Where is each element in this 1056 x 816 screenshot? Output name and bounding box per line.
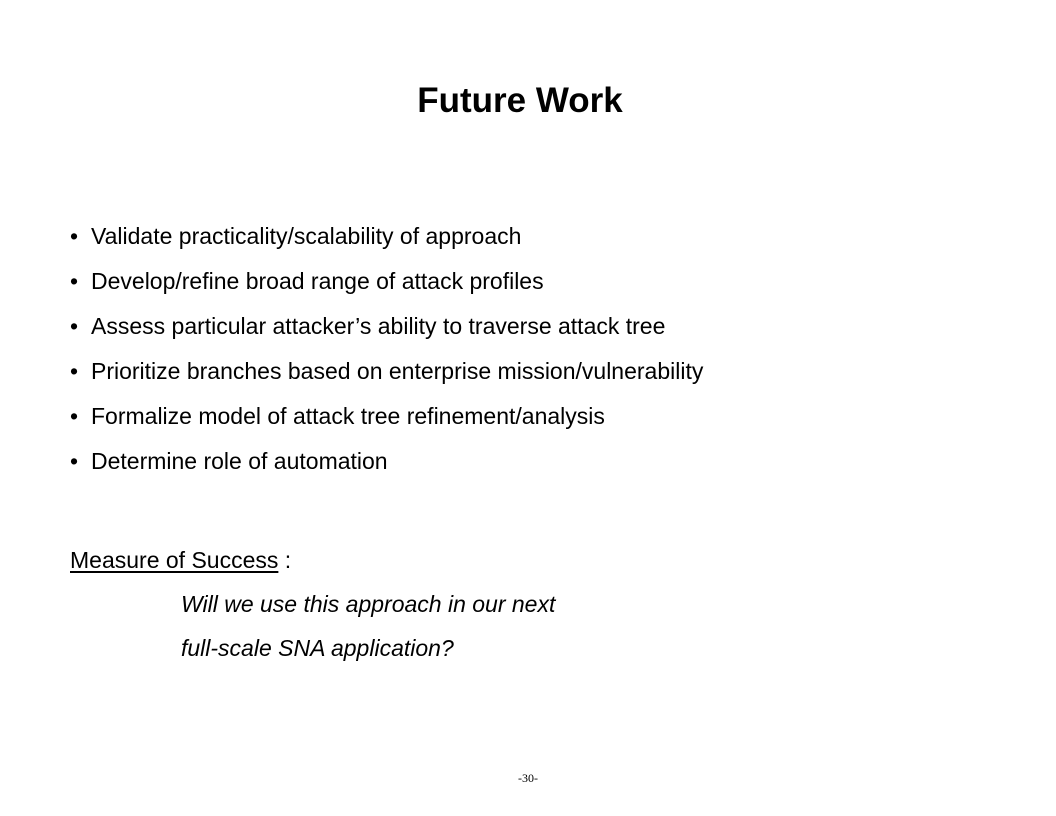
success-question-line-2: full-scale SNA application? [181,635,454,661]
bullet-dot-icon: • [70,268,79,294]
bullet-list [70,214,703,484]
bullet-text: Assess particular attacker’s ability to traverse attack tree [91,313,666,339]
bullet-text: Formalize model of attack tree refinement/analysis [91,403,605,429]
bullet-item [70,259,703,304]
measure-separator: : [278,547,292,573]
measure-of-success-line [70,538,291,583]
bullet-dot-icon: • [70,448,79,474]
bullet-item [70,439,703,484]
bullet-text: Determine role of automation [91,448,388,474]
bullet-item [70,349,703,394]
bullet-text: Develop/refine broad range of attack profiles [91,268,544,294]
bullet-dot-icon: • [70,403,79,429]
success-question-line-1: Will we use this approach in our next [181,591,556,617]
bullet-item [70,394,703,439]
bullet-item [70,304,703,349]
bullet-dot-icon: • [70,223,79,249]
bullet-text: Validate practicality/scalability of approach [91,223,522,249]
bullet-dot-icon: • [70,313,79,339]
page-number: -30- [518,771,538,785]
bullet-text: Prioritize branches based on enterprise mission/vulnerability [91,358,704,384]
bullet-item [70,214,703,259]
measure-of-success-label: Measure of Success [70,547,279,573]
bullet-dot-icon: • [70,358,79,384]
slide-title: Future Work [417,81,623,120]
